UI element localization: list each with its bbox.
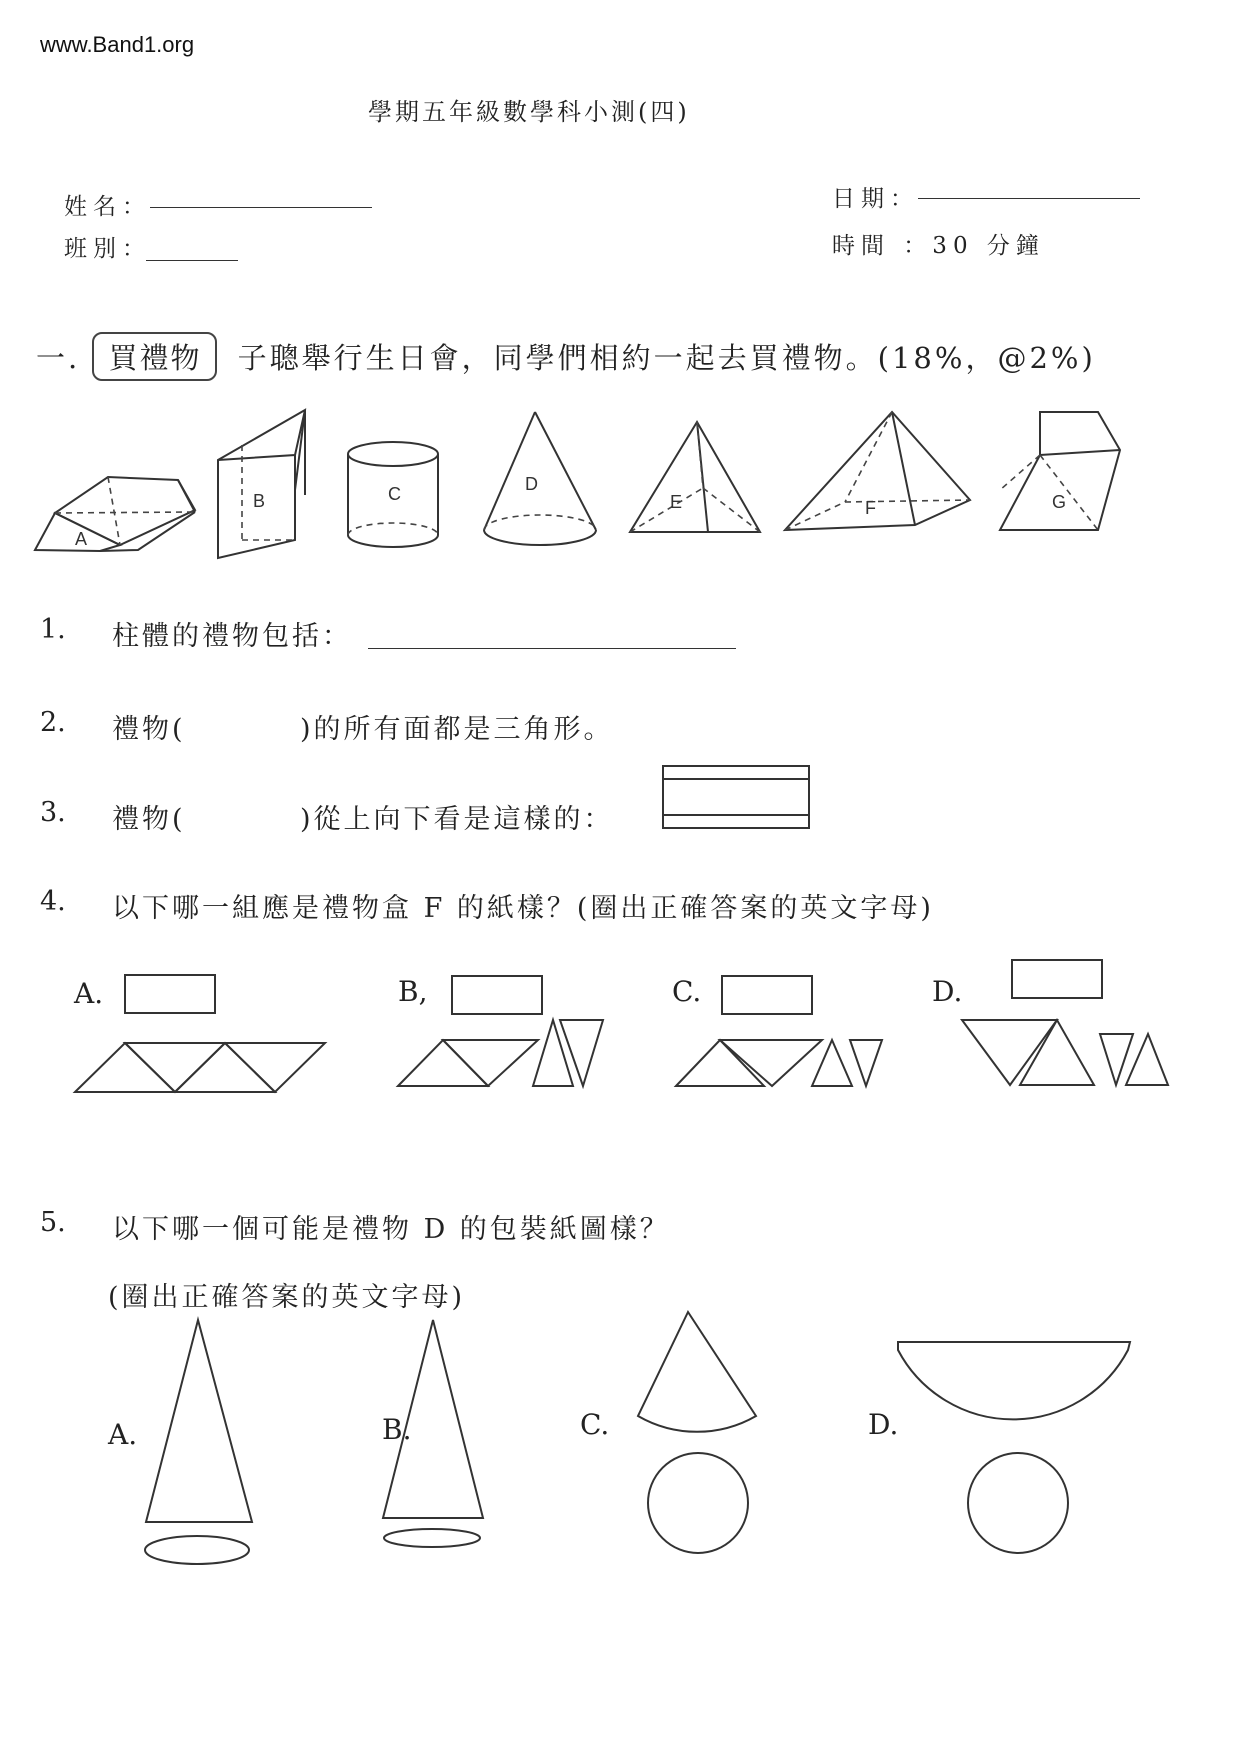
q2-text-b: )的所有面都是三角形。 — [300, 714, 614, 745]
q5-net-b — [383, 1320, 483, 1547]
name-field[interactable] — [150, 207, 372, 208]
section-number: 一. — [36, 341, 81, 375]
q4-option-d[interactable]: D. — [932, 975, 963, 1008]
name-label: 姓名： — [64, 194, 151, 220]
q5-wrapping-figure — [0, 1300, 1240, 1580]
time-label: 時間 ：30 分鐘 — [832, 233, 1045, 259]
q4-net-b — [398, 976, 603, 1086]
q5-option-b[interactable]: B. — [382, 1413, 412, 1446]
shape-d-cone — [484, 412, 596, 545]
shape-label-e: E — [670, 492, 683, 512]
q1-text: 柱體的禮物包括： — [112, 621, 352, 652]
q3-text-a: 禮物( — [112, 804, 186, 835]
date-field[interactable] — [918, 198, 1140, 199]
q1-number: 1. — [40, 614, 66, 645]
q4-option-c[interactable]: C. — [672, 975, 702, 1008]
shape-label-a: A — [75, 529, 88, 549]
shape-label-b: B — [253, 491, 266, 511]
section-tag: 買禮物 — [92, 332, 217, 381]
q5-text: 以下哪一個可能是禮物 D 的包裝紙圖樣？ — [112, 1214, 670, 1245]
shape-label-c: C — [388, 484, 401, 504]
class-label: 班別： — [64, 236, 151, 262]
section-text: 子聰舉行生日會，同學們相約一起去買禮物。(18%，@2%) — [237, 341, 1096, 375]
q3-text-b: )從上向下看是這樣的： — [300, 804, 614, 835]
shape-label-g: G — [1052, 492, 1067, 512]
site-url: www.Band1.org — [40, 32, 195, 57]
q1-answer-line[interactable] — [368, 648, 736, 649]
shape-c-cylinder — [348, 442, 438, 547]
q4-net-c — [676, 976, 882, 1086]
q4-option-b[interactable]: B, — [398, 975, 428, 1008]
q5-option-a[interactable]: A. — [108, 1418, 138, 1451]
shape-label-f: F — [865, 498, 876, 518]
q2-number: 2. — [40, 707, 66, 738]
q4-number: 4. — [40, 886, 66, 917]
q3-number: 3. — [40, 797, 66, 828]
shape-b-prism — [218, 410, 305, 558]
q4-text: 以下哪一組應是禮物盒 F 的紙樣？(圈出正確答案的英文字母) — [112, 893, 934, 924]
page-title: 學期五年級數學科小測(四) — [368, 98, 690, 126]
date-label: 日期： — [832, 186, 919, 212]
q5-option-d[interactable]: D. — [868, 1408, 899, 1441]
q4-net-a — [75, 975, 325, 1092]
shape-a-prism — [35, 477, 195, 551]
q4-option-a[interactable]: A. — [74, 977, 104, 1010]
q2-text-a: 禮物( — [112, 714, 186, 745]
q5-number: 5. — [40, 1207, 66, 1238]
shape-g-frustum — [1000, 412, 1120, 530]
q4-net-d — [962, 960, 1168, 1085]
q5-note: (圈出正確答案的英文字母) — [108, 1282, 466, 1313]
shapes-figure — [0, 400, 1240, 570]
q3-top-view-figure — [662, 765, 812, 830]
q4-nets-figure — [0, 950, 1240, 1100]
section-heading — [36, 332, 1096, 381]
q5-option-c[interactable]: C. — [580, 1408, 610, 1441]
q5-net-d — [898, 1342, 1130, 1553]
class-field[interactable] — [146, 260, 238, 261]
q5-net-a — [145, 1320, 252, 1564]
shape-e-pyramid — [630, 422, 760, 532]
q5-net-c — [638, 1312, 756, 1553]
shape-f-pyramid — [785, 412, 970, 530]
shape-label-d: D — [525, 474, 538, 494]
